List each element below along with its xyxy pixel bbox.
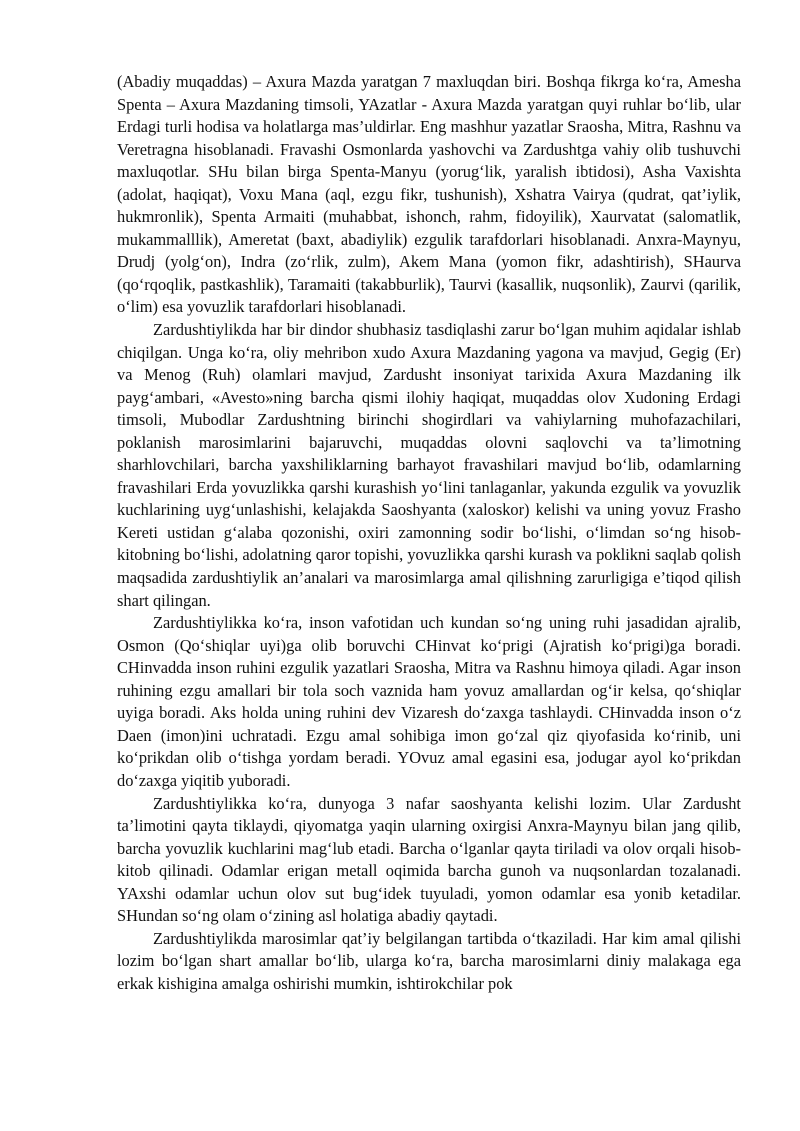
paragraph-3: Zardushtiylikka ko‘ra, inson vafotidan uch kundan so‘ng uning ruhi jasadidan ajralib, Osmon (Qo‘shiqlar uyi)ga olib boruvchi CHinvat ko‘prigi (Ajratish ko‘prigi)ga boradi. CHinvadda inson ruhini ezgulik yazatlari Sraosha, Mitra va Rashnu himoya qiladi. Agar inson ruhining ezgu amallari bir tola soch vaznida ham yovuz amallardan og‘ir kelsa, qo‘shiqlar uyiga boradi. Aks holda uning ruhini dev Vizaresh do‘zaxga tashlaydi. CHinvadda inson o‘z Daen (imon)ini uchratadi. Ezgu amal sohibiga imon go‘zal qiz qiyofasida ko‘rinib, uni ko‘prikdan olib o‘tishga yordam beradi. YOvuz amal egasini esa, jodugar ayol ko‘prikdan do‘zaxga yiqitib yuboradi. — [117, 613, 741, 790]
paragraph-2: Zardushtiylikda har bir dindor shubhasiz tasdiqlashi zarur bo‘lgan muhim aqidalar ishlab chiqilgan. Unga ko‘ra, oliy mehribon xudo Axura Mazdaning yagona va mavjud, Gegig (Er) va Menog (Ruh) olamlari mavjud, Zardusht insoniyat tarixida Axura Mazdaning ilk payg‘ambari, «Avesto»ning barcha qismi ilohiy haqiqat, muqaddas olov Xudoning Erdagi timsoli, Mubodlar Zardushtning birinchi shogirdlari va vahiylarning muhofazachilari, poklanish marosimlarini bajaruvchi, muqaddas olovni saqlovchi va ta’limotning sharhlovchilari, barcha yaxshiliklarning barhayot fravashilari mavjud bo‘lib, odamlarning fravashilari Erda yovuzlikka qarshi kurashish yo‘lini tanlaganlar, yakunda ezgulik va yovuzlik kuchlarining uyg‘unlashishi, kelajakda Saoshyanta (xaloskor) kelishi va uning yovuz Frasho Kereti ustidan g‘alaba qozonishi, oxiri zamonning sodir bo‘lishi, o‘limdan so‘ng hisob-kitobning bo‘lishi, adolatning qaror topishi, yovuzlikka qarshi kurash va poklikni saqlab qolish maqsadida zardushtiylik an’analari va marosimlarga amal qilishning zarurligiga e’tiqod qilish shart qilingan. — [117, 320, 741, 610]
document-page — [117, 71, 741, 995]
paragraph-1: (Abadiy muqaddas) – Axura Mazda yaratgan 7 maxluqdan biri. Boshqa fikrga ko‘ra, Amesha Spenta – Axura Mazdaning timsoli, YAzatlar - Axura Mazda yaratgan quyi ruhlar bo‘lib, ular Erdagi turli hodisa va holatlarga mas’uldirlar. Eng mashhur yazatlar Sraosha, Mitra, Rashnu va Veretragna hisoblanadi. Fravashi Osmonlarda yashovchi va Zardushtga vahiy olib tushuvchi maxluqotlar. SHu bilan birga Spenta-Manyu (yorug‘lik, yaralish ibtidosi), Asha Vaxishta (adolat, haqiqat), Voxu Mana (aql, ezgu fikr, tushunish), Xshatra Vairya (qudrat, qat’iylik, hukmronlik), Spenta Armaiti (muhabbat, ishonch, rahm, fidoyilik), Xaurvatat (salomatlik, mukammalllik), Ameretat (baxt, abadiylik) ezgulik tarafdorlari hisoblanadi. Anxra-Maynyu, Drudj (yolg‘on), Indra (zo‘rlik, zulm), Akem Mana (yomon fikr, adashtirish), SHaurva (qo‘rqoqlik, pastkashlik), Taramaiti (takabburlik), Taurvi (kasallik, nuqsonlik), Zaurvi (qarilik, o‘lim) esa yovuzlik tarafdorlari hisoblanadi. — [117, 72, 741, 317]
paragraph-4: Zardushtiylikka ko‘ra, dunyoga 3 nafar saoshyanta kelishi lozim. Ular Zardusht ta’limotini qayta tiklaydi, qiyomatga yaqin ularning oxirgisi Anxra-Maynyu bilan jang qilib, barcha yovuzlik kuchlarini mag‘lub etadi. Barcha o‘lganlar qayta tiriladi va olov orqali hisob-kitob qilinadi. Odamlar erigan metall oqimida barcha gunoh va nuqsonlardan tozalanadi. YAxshi odamlar uchun olov sut bug‘idek tuyuladi, yomon odamlar esa yonib ketadilar. SHundan so‘ng olam o‘zining asl holatiga abadiy qaytadi. — [117, 793, 741, 926]
paragraph-5: Zardushtiylikda marosimlar qat’iy belgilangan tartibda o‘tkaziladi. Har kim amal qilishi lozim bo‘lgan shart amallar bo‘lib, ularga ko‘ra, barcha marosimlarni diniy malakaga ega erkak kishigina amalga oshirishi mumkin, ishtirokchilar pok — [117, 928, 741, 993]
